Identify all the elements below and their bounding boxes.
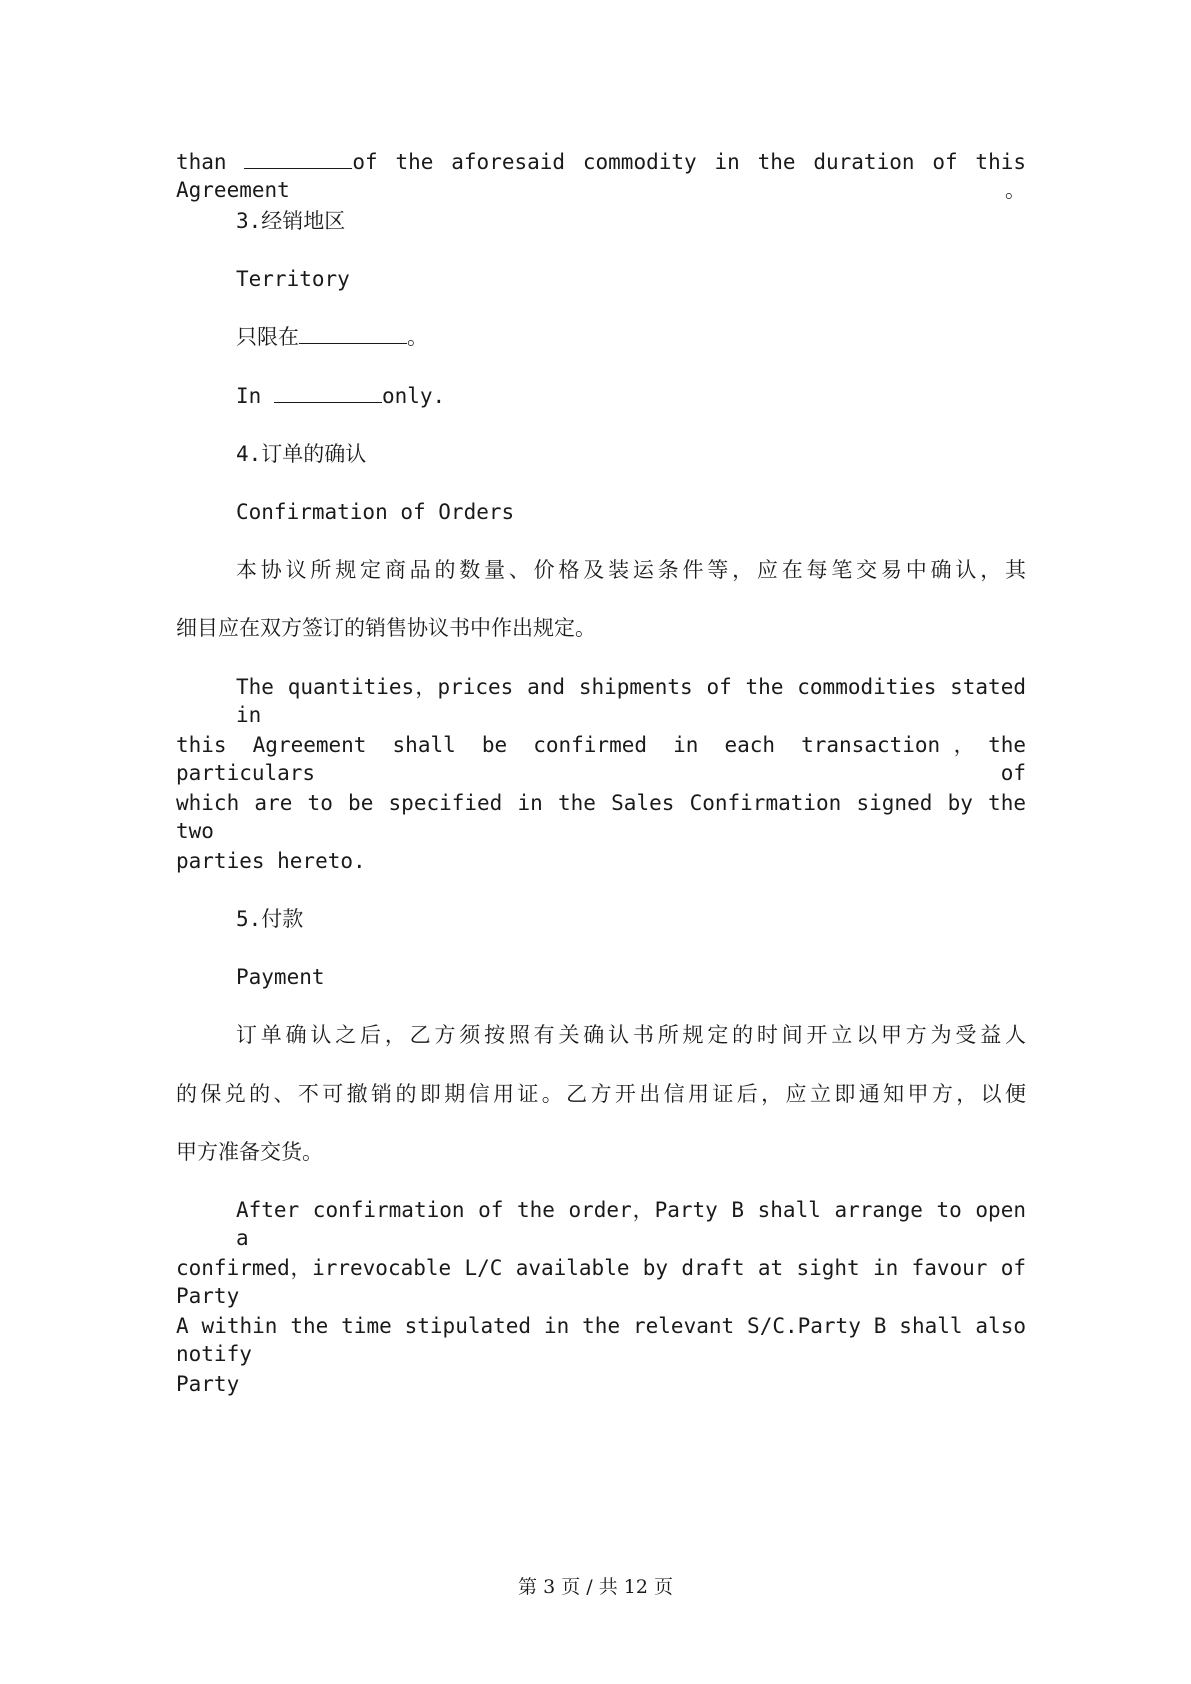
- section-title: 5.付款: [236, 907, 304, 931]
- paragraph-line: parties hereto.: [176, 849, 366, 873]
- paragraph-line: confirmed，irrevocable L/C available by draft at sight in favour of Party: [176, 1256, 1026, 1308]
- section-title-en: Territory: [236, 267, 350, 291]
- text-segment: 只限在: [236, 325, 299, 349]
- paragraph-line: The quantities，prices and shipments of the commodities stated in: [236, 675, 1026, 727]
- page-number: 第 3 页 / 共 12 页: [518, 1576, 673, 1598]
- text-segment: than: [176, 150, 245, 174]
- paragraph-line: 甲方准备交货。: [176, 1140, 323, 1164]
- text-segment: only.: [381, 384, 446, 408]
- text-line: [176, 148, 1026, 204]
- section-title: 4.订单的确认: [236, 442, 367, 466]
- paragraph-line: 细目应在双方签订的销售协议书中作出规定。: [176, 616, 596, 640]
- text-segment: 。: [407, 325, 428, 349]
- paragraph-line: which are to be specified in the Sales Confirmation signed by the two: [176, 791, 1026, 843]
- section-title-en: Confirmation of Orders: [236, 500, 515, 524]
- paragraph-line: Party: [176, 1372, 240, 1396]
- text-line: [236, 323, 1086, 351]
- paragraph-line: 本协议所规定商品的数量、价格及装运条件等，应在每笔交易中确认，其: [236, 558, 1026, 582]
- fill-in-blank: [299, 323, 407, 344]
- paragraph-line: 订单确认之后，乙方须按照有关确认书所规定的时间开立以甲方为受益人: [236, 1023, 1026, 1047]
- text-line: [236, 382, 1086, 410]
- text-segment: of the aforesaid commodity in the duration of this Agreement。: [176, 150, 1027, 202]
- fill-in-blank: [274, 382, 382, 403]
- section-title-en: Payment: [236, 965, 325, 989]
- fill-in-blank: [244, 148, 352, 169]
- paragraph-line: A within the time stipulated in the relevant S/C.Party B shall also notify: [176, 1314, 1026, 1366]
- section-title: 3.经销地区: [236, 209, 346, 233]
- paragraph-line: After confirmation of the order，Party B shall arrange to open a: [236, 1198, 1026, 1250]
- text-segment: In: [236, 384, 274, 408]
- paragraph-line: 的保兑的、不可撤销的即期信用证。乙方开出信用证后，应立即通知甲方，以便: [176, 1082, 1026, 1106]
- paragraph-line: this Agreement shall be confirmed in each transaction，the particulars of: [176, 733, 1026, 785]
